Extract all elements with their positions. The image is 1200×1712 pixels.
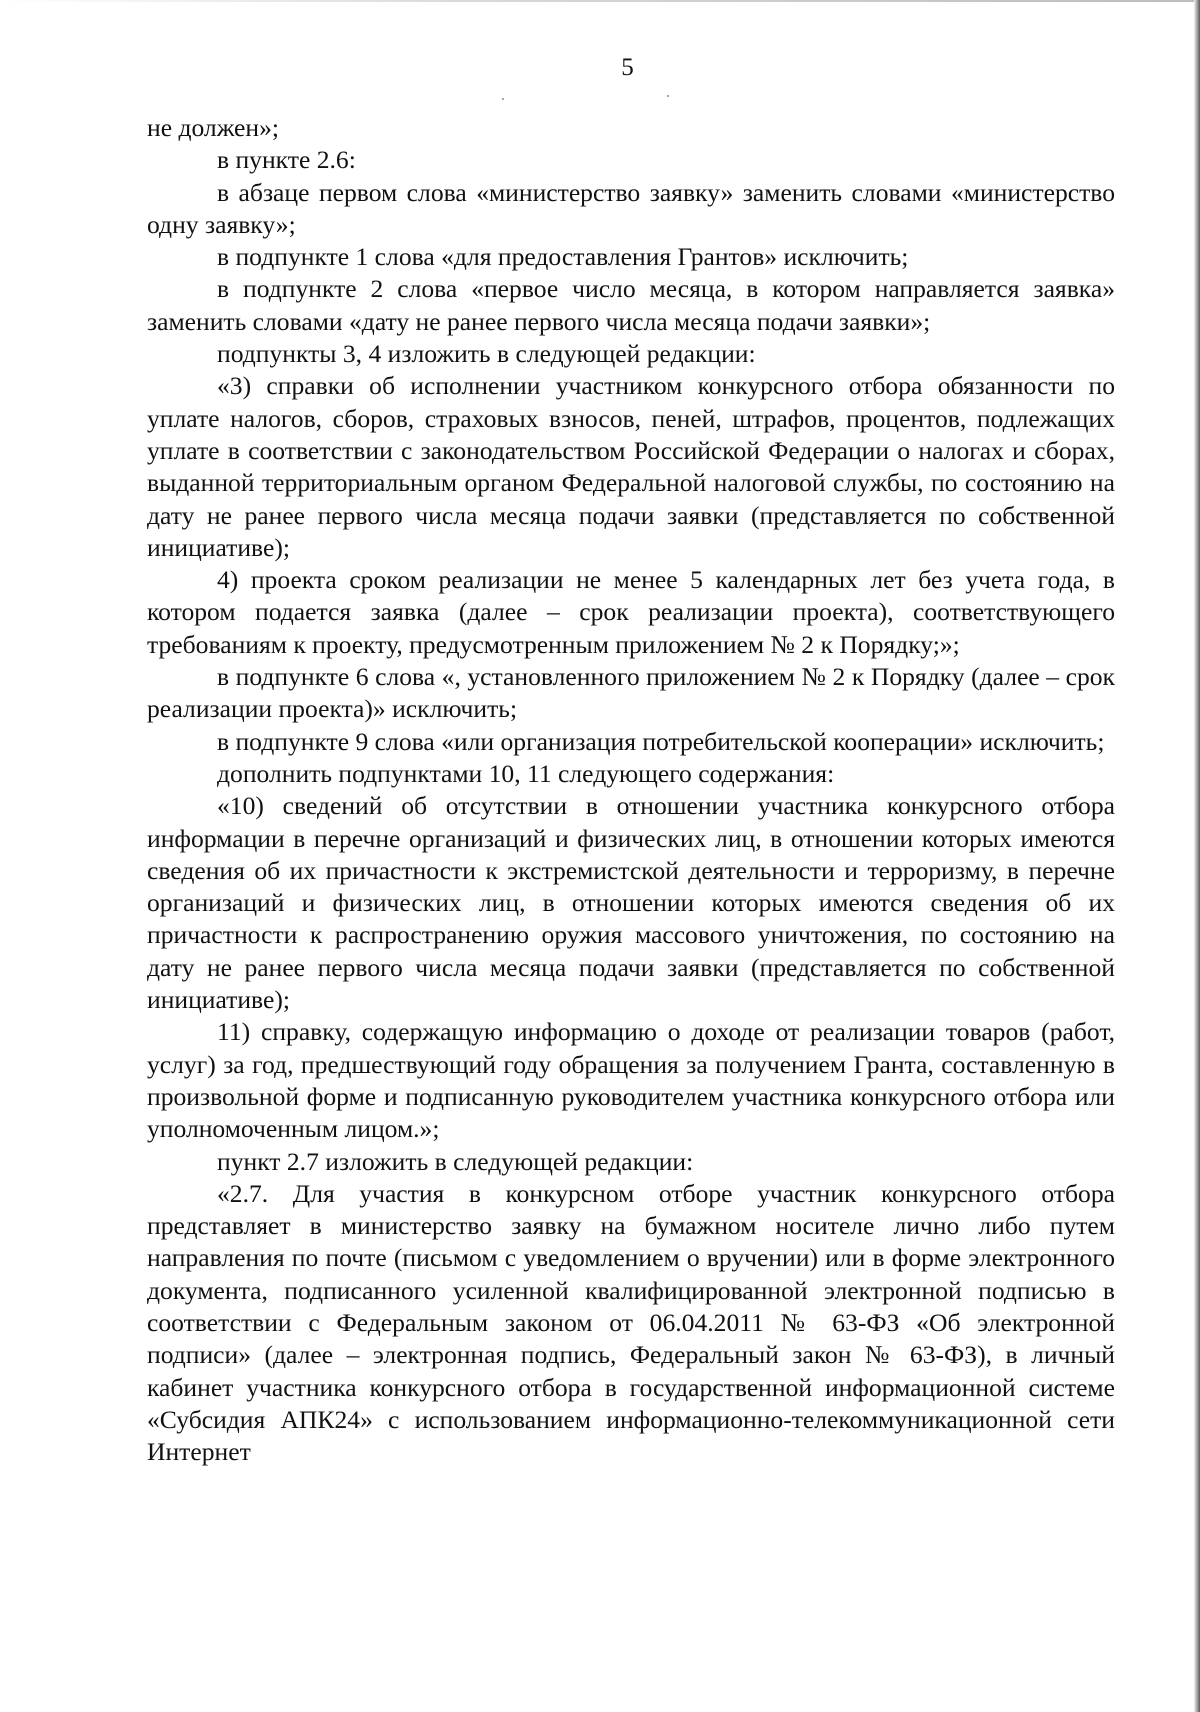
paragraph-item-2-7: «2.7. Для участия в конкурсном отборе участник конкурсного отбора представляет в министерство заявку на бумажном носителе лично либо путем направления по почте (письмом с уведомлением о вручении) или в форме электронного документа, подписанного усиленной квалифицированной электронной подписью в соответствии с Федеральным законом от 06.04.2011 № 63-ФЗ «Об электронной подписи» (далее – электронная подпись, Федеральный закон № 63-ФЗ), в личный кабинет участника конкурсного отбора в государственной информационной системе «Субсидия АПК24» с использованием информационно-телекоммуникационной сети Интернет	[147, 1178, 1115, 1467]
paragraph-item-3: «3) справки об исполнении участником конкурсного отбора обязанности по уплате налогов, сборов, страховых взносов, пеней, штрафов, процентов, подлежащих уплате в соответствии с законодательством Российской Федерации о налогах и сборах, выданной территориальным органом Федеральной налоговой службы, по состоянию на дату не ранее первого числа месяца подачи заявки (представляется по собственной инициативе);	[147, 371, 1115, 562]
paragraph-subpoint-2: в подпункте 2 слова «первое число месяца, в котором направляется заявка» заменить словами «дату не ранее первого числа месяца подачи заявки»;	[147, 274, 1115, 336]
paragraph-point-2-6: в пункте 2.6:	[217, 145, 356, 175]
scan-speck	[502, 98, 504, 100]
scan-right-edge	[1194, 0, 1200, 1712]
paragraph-item-4: 4) проекта сроком реализации не менее 5 календарных лет без учета года, в котором подается заявка (далее – срок реализации проекта), соответствующего требованиям к проекту, предусмотренным приложением № 2 к Порядку;»;	[147, 565, 1115, 659]
scan-speck	[667, 95, 669, 97]
paragraph-abzac-first: в абзаце первом слова «министерство заявку» заменить словами «министерство одну заявку»;	[147, 177, 1115, 239]
document-body	[147, 112, 1115, 1468]
paragraph-subpoint-1: в подпункте 1 слова «для предоставления Грантов» исключить;	[217, 242, 909, 272]
paragraph-point-2-7: пункт 2.7 изложить в следующей редакции:	[217, 1146, 694, 1176]
page-number: 5	[621, 54, 634, 81]
paragraph-add-subpoints: дополнить подпунктами 10, 11 следующего содержания:	[217, 758, 835, 788]
scan-top-edge	[0, 0, 1200, 2]
paragraph-item-10: «10) сведений об отсутствии в отношении участника конкурсного отбора информации в перечне организаций и физических лиц, в отношении которых имеются сведения об их причастности к экстремистской деятельности и терроризму, в перечне организаций и физических лиц, в отношении которых имеются сведения об их причастности к распространению оружия массового уничтожения, по состоянию на дату не ранее первого числа месяца подачи заявки (представляется по собственной инициативе);	[147, 791, 1115, 1015]
paragraph-subpoints-3-4: подпункты 3, 4 изложить в следующей редакции:	[217, 339, 756, 369]
paragraph-continuation: не должен»;	[147, 113, 280, 142]
paragraph-item-11: 11) справку, содержащую информацию о доходе от реализации товаров (работ, услуг) за год, предшествующий году обращения за получением Гранта, составленную в произвольной форме и подписанную руководителем участника конкурсного отбора или уполномоченным лицом.»;	[147, 1017, 1115, 1144]
paragraph-subpoint-9: в подпункте 9 слова «или организация потребительской кооперации» исключить;	[217, 726, 1105, 756]
paragraph-subpoint-6: в подпункте 6 слова «, установленного приложением № 2 к Порядку (далее – срок реализации проекта)» исключить;	[147, 662, 1115, 724]
